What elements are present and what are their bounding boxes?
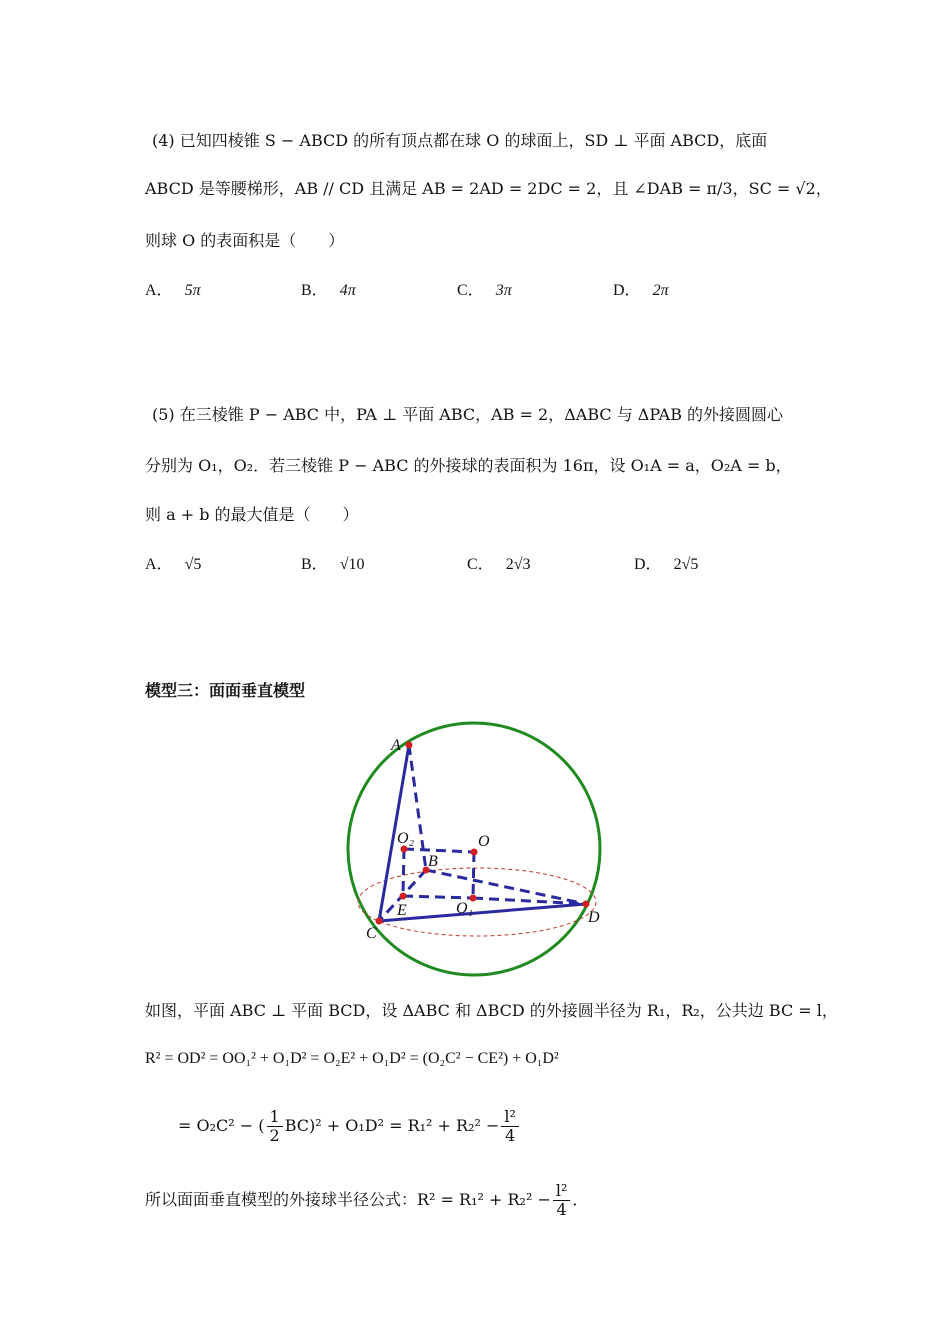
label-a: A [391, 737, 401, 754]
problem-5-line-3: 则 a + b 的最大值是（ ） [145, 505, 359, 524]
problem-5-line-1 [152, 404, 783, 426]
point-c [376, 918, 383, 925]
problem-4-line-2: ABCD 是等腰梯形，AB // CD 且满足 AB = 2AD = 2DC = 2，且 ∠DAB = π/3，SC = √2， [145, 179, 832, 198]
fraction-half: $\frac{1}{2}$ [267, 1108, 283, 1145]
label-e: E [397, 902, 407, 919]
problem-4-line-3: 则球 O 的表面积是（ ） [145, 231, 345, 250]
sphere-figure [0, 720, 950, 1000]
point-a [406, 742, 413, 749]
label-b: B [428, 853, 438, 870]
problem-5-option-d[interactable]: D． 2√5 [634, 556, 699, 573]
derivation-conclusion: 所以面面垂直模型的外接球半径公式：R² = R₁² + R₂² − $\frac{\text{l²}}{4}$ ． [145, 1181, 589, 1219]
problem-4-text-1: 已知四棱锥 S − ABCD 的所有顶点都在球 O 的球面上，SD ⊥ 平面 ABCD，底面 [179, 131, 768, 150]
point-o [471, 849, 478, 856]
problem-4-option-d[interactable]: D． 2π [613, 282, 669, 299]
problem-5-option-c[interactable]: C． 2√3 [467, 556, 531, 573]
derivation-intro: 如图，平面 ABC ⊥ 平面 BCD，设 ΔABC 和 ΔBCD 的外接圆半径为 R₁，R₂，公共边 BC = l， [145, 1001, 838, 1020]
label-c: C [366, 925, 377, 942]
label-d: D [588, 909, 600, 926]
segment-o2-e [403, 849, 404, 896]
label-o: O [478, 833, 490, 850]
point-e [400, 893, 407, 900]
fraction-l2-over-4: $\frac{\text{l²}}{4}$ [501, 1108, 519, 1145]
label-o2: O₂ [397, 830, 415, 847]
label-o1: O₁ [456, 900, 474, 917]
problem-4-number: (4) [152, 131, 175, 150]
segment-e-o1 [403, 896, 473, 898]
problem-5-option-b[interactable]: B． √10 [301, 556, 365, 573]
problem-4-option-b[interactable]: B． 4π [301, 282, 356, 299]
problem-5-line-2: 分别为 O₁，O₂．若三棱锥 P − ABC 的外接球的表面积为 16π，设 O₁A = a，O₂A = b， [145, 456, 792, 475]
segment-o2-o [404, 849, 474, 852]
section-title: 模型三：面面垂直模型 [145, 681, 306, 700]
edge-cd [379, 904, 586, 921]
fraction-conclusion: $\frac{\text{l²}}{4}$ [553, 1182, 571, 1219]
problem-5-number: (5) [152, 405, 175, 424]
problem-4-line-1 [152, 130, 767, 152]
derivation-eq2: = O₂C² − ( $\frac{1}{2}$ BC)² + O₁D² = R₁² + R₂² − $\frac{\text{l²}}{4}$ [178, 1104, 521, 1148]
problem-5-text-1: 在三棱锥 P − ABC 中，PA ⊥ 平面 ABC，AB = 2，ΔABC 与 ΔPAB 的外接圆圆心 [179, 405, 784, 424]
problem-5-option-a[interactable]: A． √5 [145, 556, 202, 573]
derivation-eq1: R² = OD² = OO₁² + O₁D² = O₂E² + O₁D² = (O₂C² − CE²) + O₁D² [145, 1050, 559, 1067]
problem-4-option-c[interactable]: C． 3π [457, 282, 512, 299]
segment-o-o1 [473, 852, 474, 898]
problem-4-option-a[interactable]: A． 5π [145, 282, 201, 299]
point-d [583, 901, 590, 908]
